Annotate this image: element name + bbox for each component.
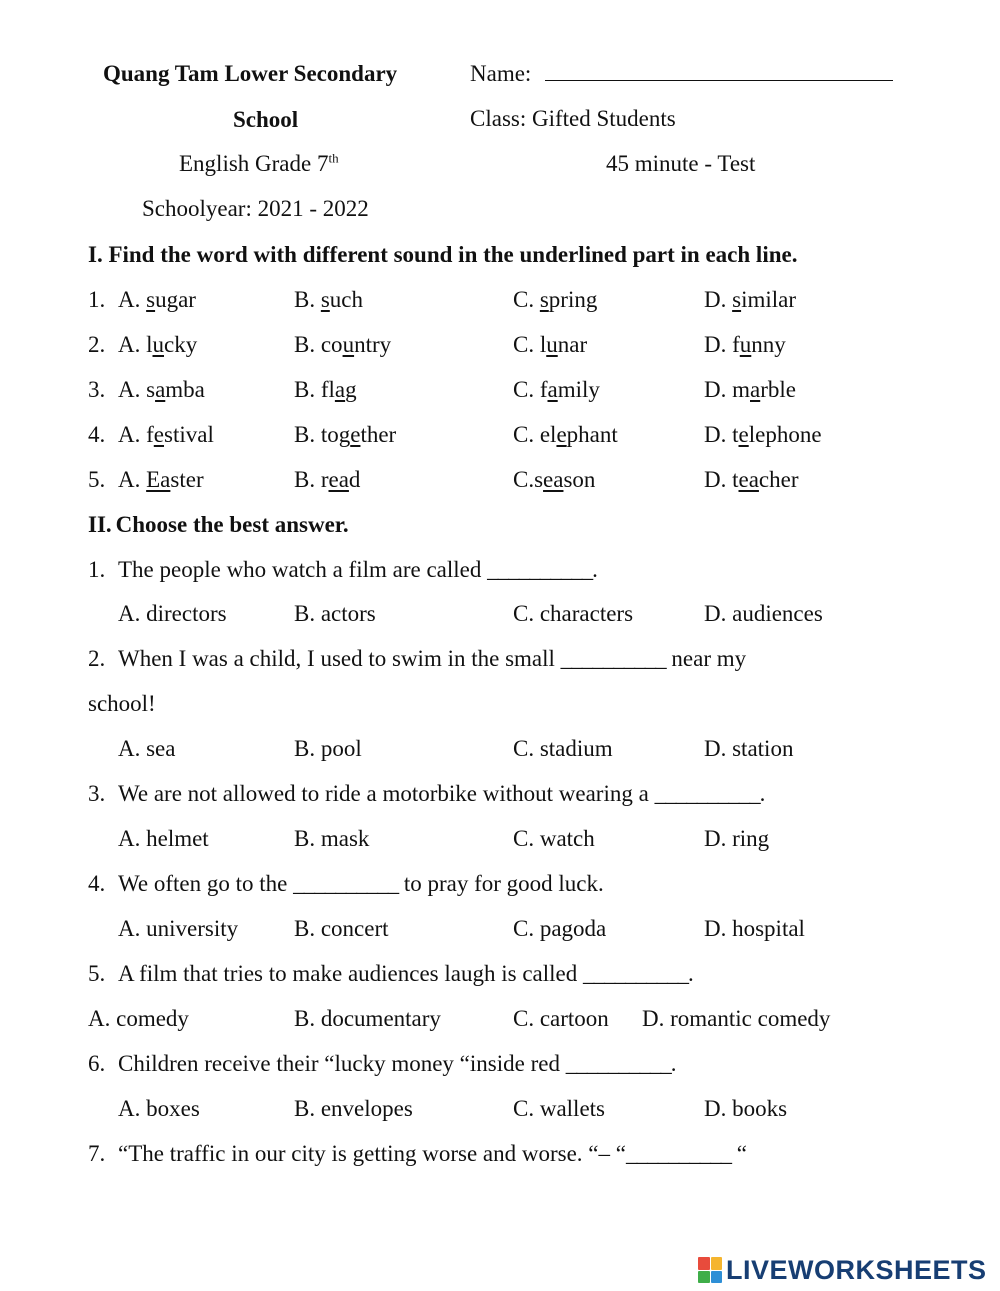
- underlined-part: s: [732, 287, 742, 312]
- name-field[interactable]: [470, 60, 893, 88]
- answer-option[interactable]: D. teacher: [704, 467, 799, 492]
- answer-option[interactable]: B. envelopes: [294, 1096, 413, 1121]
- class-label: Class: Gifted Students: [470, 106, 676, 131]
- answer-option[interactable]: C. cartoon: [513, 1006, 609, 1031]
- answer-blank[interactable]: __________: [487, 557, 593, 582]
- pronunciation-item: [0, 466, 1000, 496]
- answer-option[interactable]: A. boxes: [118, 1096, 200, 1121]
- liveworksheets-logo-text: LIVEWORKSHEETS: [726, 1254, 987, 1285]
- underlined-part: ea: [328, 467, 349, 492]
- liveworksheets-logo-icon: [698, 1257, 722, 1283]
- answer-blank[interactable]: __________: [565, 1051, 671, 1076]
- answer-blank[interactable]: __________: [625, 1141, 731, 1166]
- answer-option[interactable]: D. ring: [704, 826, 770, 851]
- question-text: A film that tries to make audiences laugh is called __________.: [118, 961, 694, 986]
- answer-blank[interactable]: __________: [293, 871, 399, 896]
- question-text: We are not allowed to ride a motorbike without wearing a __________.: [118, 781, 766, 806]
- options-row: [0, 825, 1000, 855]
- item-number: 2.: [88, 332, 106, 357]
- item-number: 1.: [88, 287, 106, 312]
- answer-option[interactable]: C. stadium: [513, 736, 613, 761]
- answer-option[interactable]: C. wallets: [513, 1096, 605, 1121]
- question-number: 1.: [88, 557, 106, 582]
- underlined-part: e: [556, 422, 567, 447]
- underlined-part: s: [320, 287, 330, 312]
- underlined-part: a: [155, 377, 166, 402]
- answer-option[interactable]: A. university: [118, 916, 239, 941]
- answer-option[interactable]: D. marble: [704, 377, 796, 402]
- liveworksheets-logo: [698, 1254, 987, 1286]
- answer-option[interactable]: B. read: [294, 467, 361, 492]
- answer-option[interactable]: C. lunar: [513, 332, 588, 357]
- question: [0, 1050, 1000, 1080]
- subject-label: English Grade 7th: [179, 150, 339, 176]
- question-text: The people who watch a film are called __________.: [118, 557, 598, 582]
- question: [0, 556, 1000, 586]
- underlined-part: e: [153, 422, 164, 447]
- answer-option[interactable]: B. concert: [294, 916, 389, 941]
- answer-option[interactable]: C. pagoda: [513, 916, 607, 941]
- answer-option[interactable]: D. funny: [704, 332, 786, 357]
- underlined-part: e: [350, 422, 361, 447]
- question-number: 3.: [88, 781, 106, 806]
- answer-option[interactable]: A. sea: [118, 736, 176, 761]
- school-name-line1: Quang Tam Lower Secondary: [103, 61, 398, 86]
- answer-option[interactable]: B. pool: [294, 736, 362, 761]
- options-row: [0, 1095, 1000, 1125]
- answer-option[interactable]: B. actors: [294, 601, 376, 626]
- options-row: [0, 600, 1000, 630]
- answer-option[interactable]: C. watch: [513, 826, 595, 851]
- underlined-part: s: [539, 287, 549, 312]
- question-text-continuation: school!: [88, 691, 156, 716]
- answer-option[interactable]: A. directors: [118, 601, 227, 626]
- pronunciation-item: [0, 376, 1000, 406]
- answer-option[interactable]: D. hospital: [704, 916, 805, 941]
- answer-option[interactable]: C. spring: [513, 287, 598, 312]
- underlined-part: ea: [738, 467, 759, 492]
- answer-blank[interactable]: __________: [560, 646, 666, 671]
- question: [0, 645, 1000, 675]
- item-number: 5.: [88, 467, 106, 492]
- school-name-line2: School: [233, 107, 299, 132]
- question-number: 2.: [88, 646, 106, 671]
- underlined-part: Ea: [146, 467, 171, 492]
- answer-option[interactable]: A. helmet: [118, 826, 209, 851]
- schoolyear: Schoolyear: 2021 - 2022: [142, 196, 369, 221]
- question: [0, 780, 1000, 810]
- underlined-part: u: [739, 332, 752, 357]
- question: [0, 960, 1000, 990]
- answer-option[interactable]: D. romantic comedy: [642, 1006, 831, 1031]
- underlined-part: ea: [543, 467, 564, 492]
- answer-option[interactable]: A. Easter: [118, 467, 204, 492]
- underlined-part: u: [546, 332, 558, 357]
- answer-option[interactable]: D. books: [704, 1096, 788, 1121]
- item-number: 3.: [88, 377, 106, 402]
- answer-option[interactable]: B. country: [294, 332, 392, 357]
- question-number: 7.: [88, 1141, 106, 1166]
- section2-title: II. Choose the best answer.: [88, 512, 349, 537]
- answer-option[interactable]: B. flag: [294, 377, 357, 402]
- question-text: “The traffic in our city is getting worse and worse. “– “__________ “: [118, 1141, 747, 1166]
- question-number: 4.: [88, 871, 106, 896]
- underlined-part: e: [738, 422, 749, 447]
- question: [0, 870, 1000, 900]
- question-number: 6.: [88, 1051, 106, 1076]
- answer-option[interactable]: C.season: [513, 467, 596, 492]
- question-text: When I was a child, I used to swim in the small __________ near my: [118, 646, 747, 671]
- answer-option[interactable]: D. station: [704, 736, 794, 761]
- options-row: [0, 915, 1000, 945]
- answer-option[interactable]: A. comedy: [88, 1006, 189, 1031]
- answer-option[interactable]: B. mask: [294, 826, 370, 851]
- options-row: [0, 1005, 1000, 1035]
- underlined-part: s: [146, 287, 156, 312]
- question: [0, 1140, 1000, 1170]
- answer-option[interactable]: D. audiences: [704, 601, 823, 626]
- test-duration: 45 minute - Test: [606, 151, 756, 176]
- answer-option[interactable]: C. elephant: [513, 422, 618, 447]
- answer-blank[interactable]: __________: [582, 961, 688, 986]
- answer-option[interactable]: A. sugar: [118, 287, 196, 312]
- options-row: [0, 735, 1000, 765]
- answer-option[interactable]: D. telephone: [704, 422, 822, 447]
- pronunciation-item: [0, 286, 1000, 316]
- answer-option[interactable]: A. festival: [118, 422, 214, 447]
- item-number: 4.: [88, 422, 106, 447]
- underlined-part: u: [152, 332, 164, 357]
- answer-option[interactable]: B. documentary: [294, 1006, 441, 1031]
- answer-option[interactable]: D. similar: [704, 287, 797, 312]
- question-text: We often go to the __________ to pray for good luck.: [118, 871, 604, 896]
- answer-option[interactable]: C. family: [513, 377, 600, 402]
- section1-title: I. Find the word with different sound in the underlined part in each line.: [88, 242, 798, 267]
- underlined-part: a: [334, 377, 346, 402]
- answer-option[interactable]: C. characters: [513, 601, 634, 626]
- name-label: Name:: [470, 61, 532, 86]
- underlined-part: a: [547, 377, 558, 402]
- pronunciation-item: [0, 331, 1000, 361]
- underlined-part: a: [750, 377, 761, 402]
- name-input-line[interactable]: [545, 62, 893, 81]
- answer-blank[interactable]: __________: [654, 781, 760, 806]
- answer-option[interactable]: A. lucky: [118, 332, 198, 357]
- answer-option[interactable]: B. together: [294, 422, 397, 447]
- underlined-part: u: [342, 332, 355, 357]
- answer-option[interactable]: B. such: [294, 287, 364, 312]
- answer-option[interactable]: A. samba: [118, 377, 205, 402]
- question-text: Children receive their “lucky money “inside red __________.: [118, 1051, 677, 1076]
- question-number: 5.: [88, 961, 106, 986]
- pronunciation-item: [0, 421, 1000, 451]
